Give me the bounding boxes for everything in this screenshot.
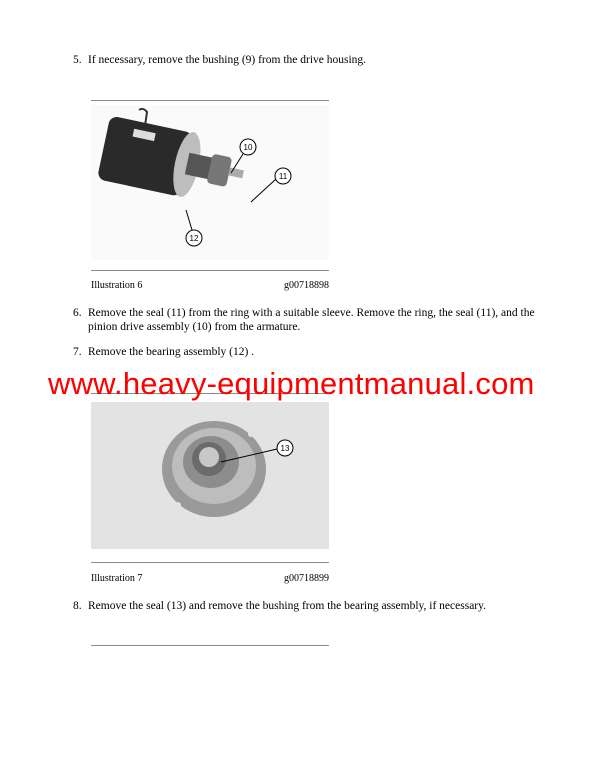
illustration-6-image bbox=[91, 105, 329, 260]
caption-label: Illustration 6 bbox=[91, 280, 143, 291]
callout-11: 11 bbox=[278, 172, 288, 181]
caption-code: g00718898 bbox=[284, 280, 329, 291]
callout-12: 12 bbox=[189, 234, 199, 243]
step-text: Remove the seal (11) from the ring with a suitable sleeve. Remove the ring, the seal (11), and the pinion drive assembly (10) from the armature. bbox=[88, 307, 535, 333]
step-number: 7. bbox=[73, 346, 82, 358]
step-text: Remove the bearing assembly (12) . bbox=[88, 346, 255, 358]
divider bbox=[91, 562, 329, 563]
step-number: 5. bbox=[73, 54, 82, 66]
illustration-7-caption bbox=[91, 573, 329, 584]
callout-10: 10 bbox=[243, 143, 253, 152]
illustration-7-image bbox=[91, 402, 329, 549]
divider bbox=[91, 645, 329, 646]
illustration-6-caption bbox=[91, 280, 329, 291]
step-number: 8. bbox=[73, 600, 82, 612]
caption-label: Illustration 7 bbox=[91, 573, 143, 584]
callout-13: 13 bbox=[280, 444, 290, 453]
step-number: 6. bbox=[73, 307, 82, 319]
watermark-link[interactable]: www.heavy-equipmentmanual.com bbox=[48, 366, 535, 401]
divider bbox=[91, 100, 329, 101]
divider bbox=[91, 270, 329, 271]
step-text: Remove the seal (13) and remove the bushing from the bearing assembly, if necessary. bbox=[88, 600, 487, 612]
step-text: If necessary, remove the bushing (9) from the drive housing. bbox=[88, 54, 367, 66]
caption-code: g00718899 bbox=[284, 573, 329, 584]
